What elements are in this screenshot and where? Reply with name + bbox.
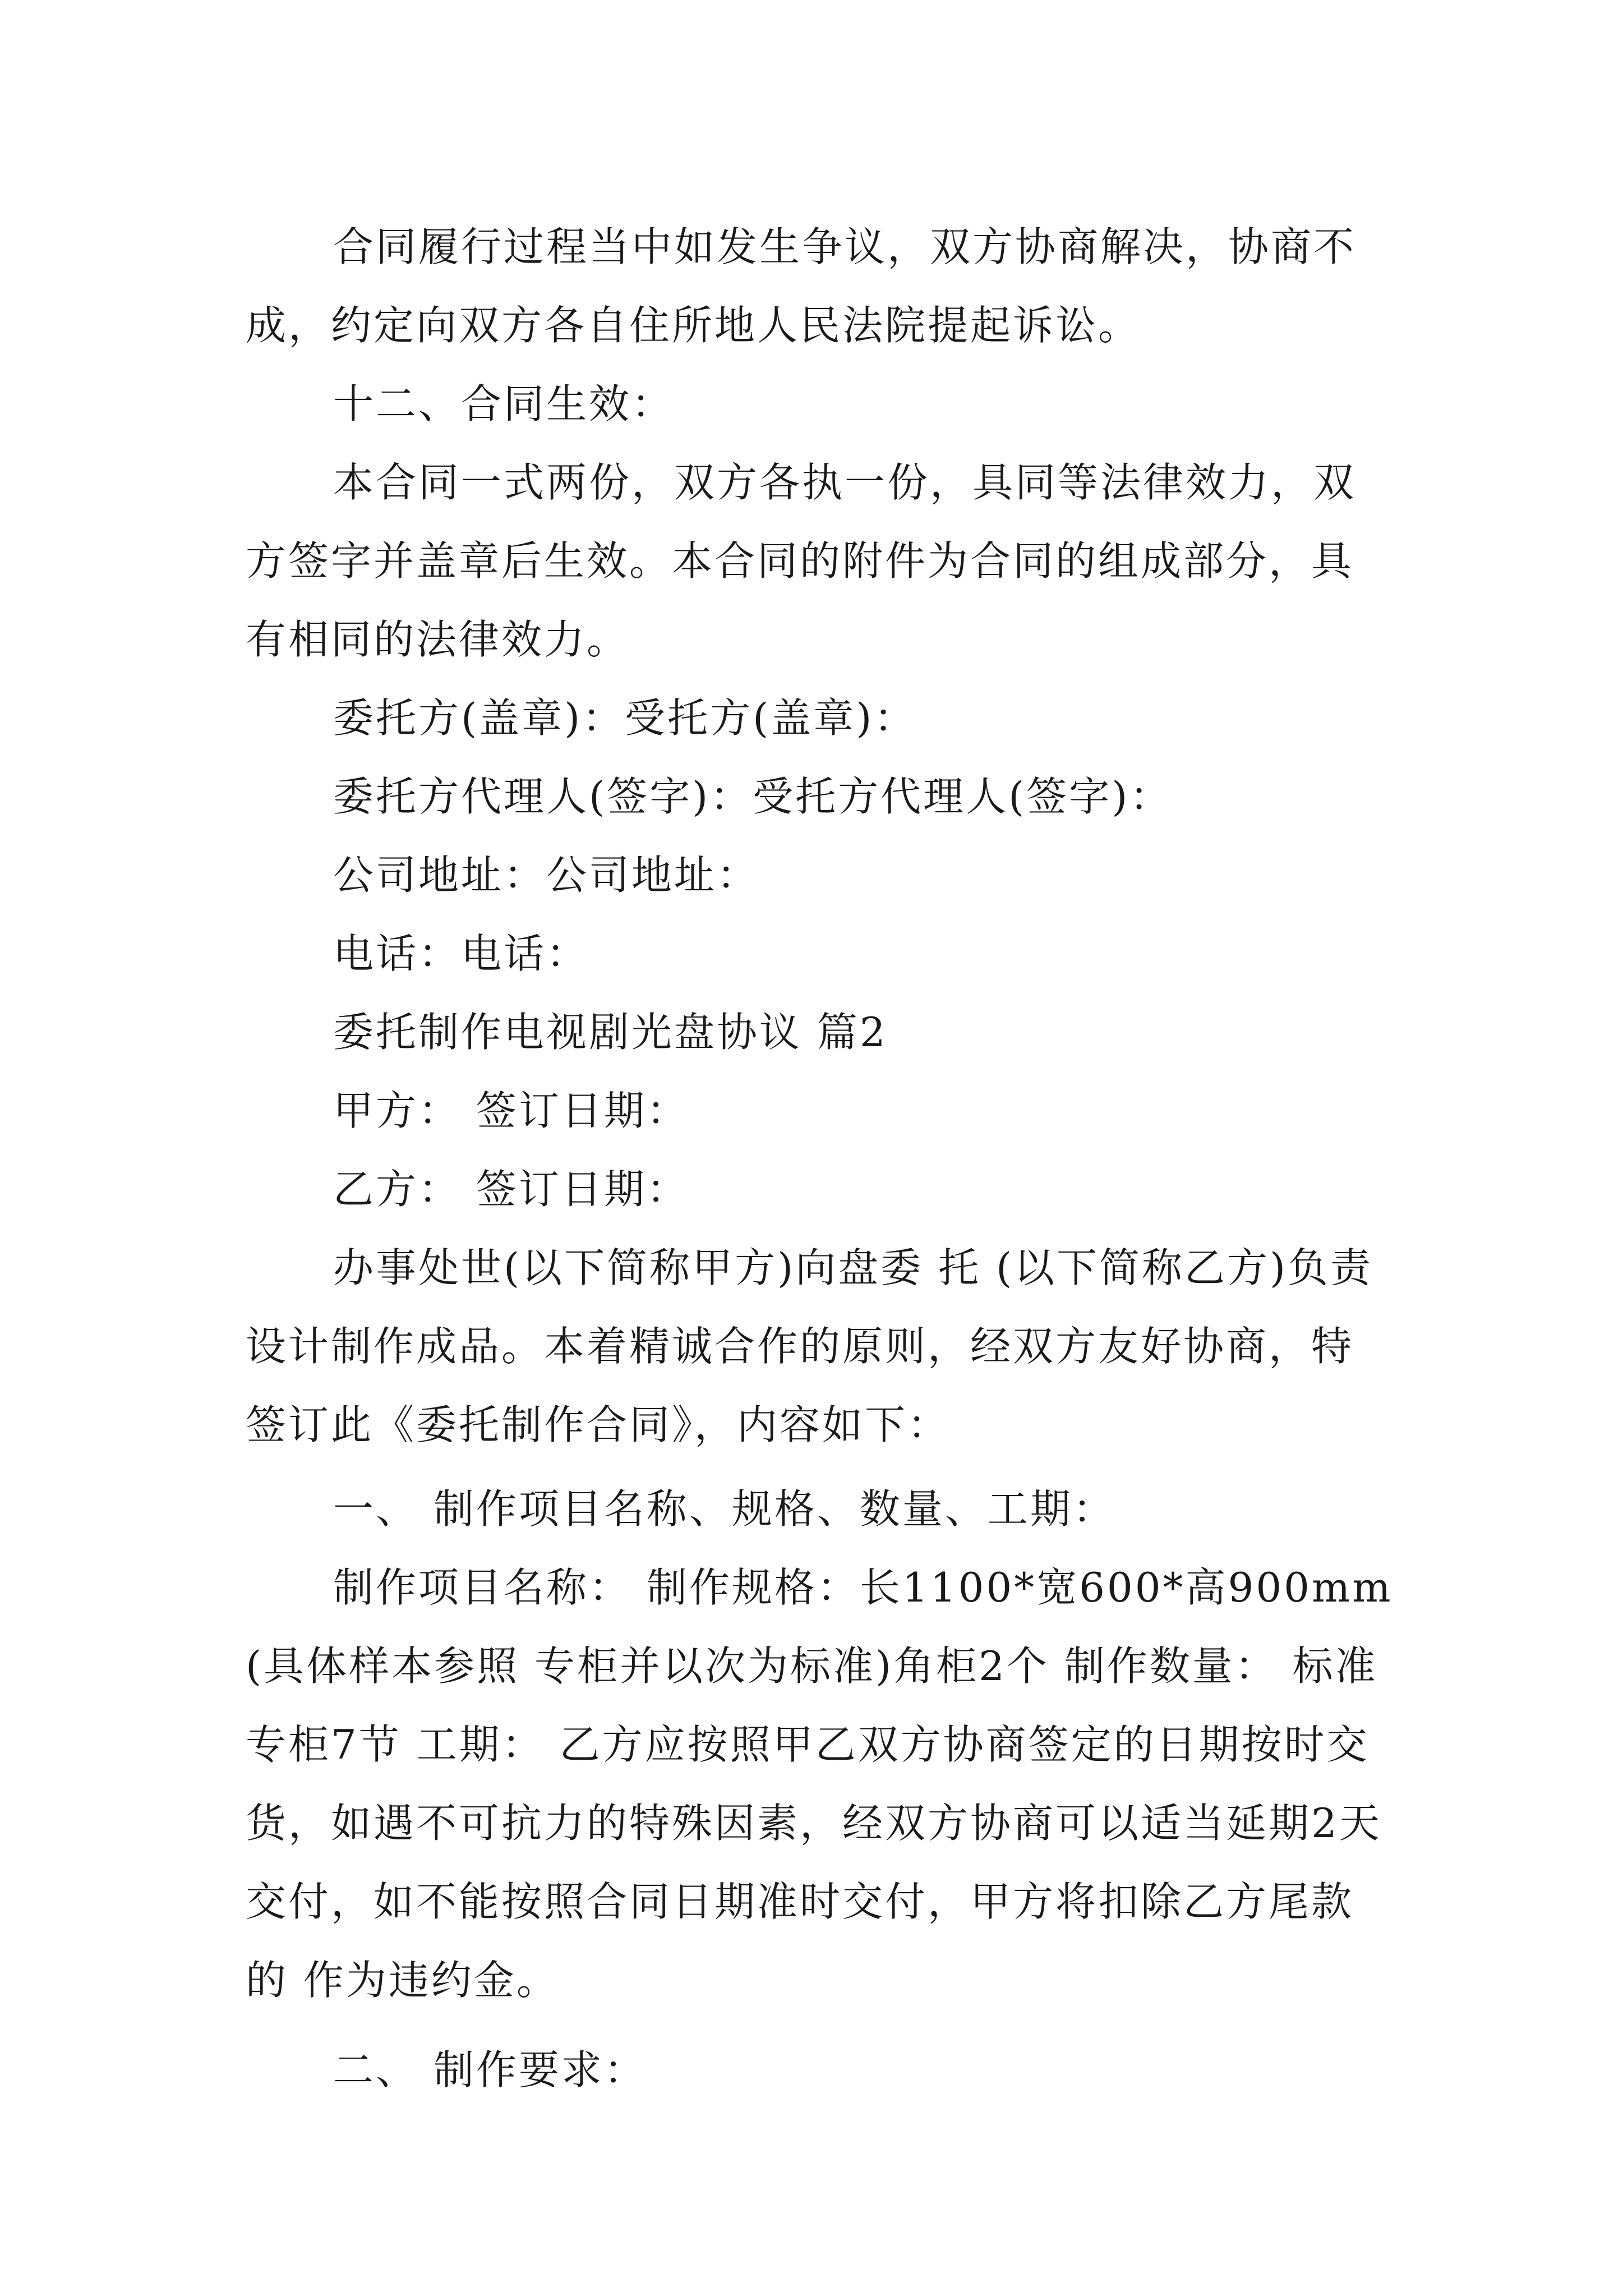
heading-item-1: 一、 制作项目名称、规格、数量、工期： <box>333 1485 1115 1533</box>
paragraph-contract-copies: 本合同一式两份，双方各执一份，具同等法律效力，双方签字并盖章后生效。本合同的附件为合同的组成部分，具有相同的法律效力。 <box>246 459 1357 663</box>
heading-contract-effect: 十二、合同生效： <box>333 380 675 427</box>
paragraph-item-details: 制作项目名称： 制作规格：长1100*宽600*高900mm(具体样本参照 专柜并以次为标准)角柜2个 制作数量： 标准专柜7节 工期： 乙方应按照甲乙双方协商签定的日期按时交货，如遇不可抗力的特殊因素，经双方协商可以适当延期2天交付，如不能按照合同日期准时交付，甲方将扣除乙方尾款的 作为违约金。 <box>246 1564 1393 2004</box>
line-agent-signature: 委托方代理人(签字)：受托方代理人(签字)： <box>333 773 1173 820</box>
line-company-address: 公司地址：公司地址： <box>333 852 760 899</box>
line-party-a-date: 甲方： 签订日期： <box>333 1087 689 1134</box>
line-principal-seal: 委托方(盖章)：受托方(盖章)： <box>333 694 917 742</box>
heading-item-2: 二、 制作要求： <box>333 2046 647 2093</box>
line-party-b-date: 乙方： 签订日期： <box>333 1166 689 1213</box>
section-title-part2: 委托制作电视剧光盘协议 篇2 <box>333 1009 888 1056</box>
paragraph-intro: 办事处世(以下简称甲方)向盘委 托 (以下简称乙方)负责 设计制作成品。本着精诚合作的原则，经双方友好协商，特签订此《委托制作合同》，内容如下： <box>246 1244 1373 1448</box>
paragraph-dispute-resolution: 合同履行过程当中如发生争议，双方协商解决，协商不成，约定向双方各自住所地人民法院提起诉讼。 <box>246 223 1357 349</box>
line-phone: 电话：电话： <box>333 930 589 977</box>
